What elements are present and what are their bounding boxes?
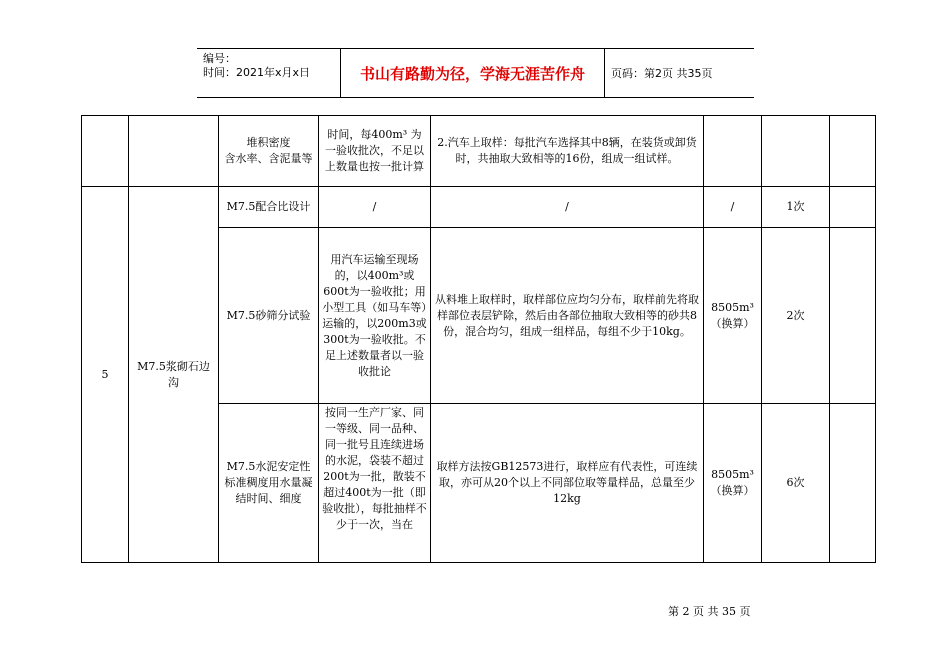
batch-cell: 时间，每400m³ 为一验收批次，不足以上数量也按一批计算 [319, 116, 431, 187]
item-cell: M7.5水泥安定性标准稠度用水量凝结时间、细度 [219, 404, 319, 563]
remark-cell [830, 187, 876, 228]
qty-cell [704, 116, 762, 187]
remark-cell [830, 228, 876, 404]
remark-cell [830, 116, 876, 187]
item-cell: M7.5砂筛分试验 [219, 228, 319, 404]
freq-cell [762, 116, 830, 187]
group-name: M7.5浆砌石边沟 [129, 187, 219, 563]
header-meta [197, 49, 340, 97]
method-cell: 取样方法按GB12573进行，取样应有代表性，可连续取，亦可从20个以上不同部位取等量样品，总量至少12kg [431, 404, 704, 563]
item-cell: M7.5配合比设计 [219, 187, 319, 228]
header-motto: 书山有路勤为径，学海无涯苦作舟 [340, 49, 605, 97]
qty-cell: 8505m³ （换算） [704, 404, 762, 563]
qty-cell: / [704, 187, 762, 228]
freq-cell: 2次 [762, 228, 830, 404]
seq-cell [82, 116, 129, 187]
freq-cell: 6次 [762, 404, 830, 563]
batch-cell: 按同一生产厂家、同一等级、同一品种、同一批号且连续进场的水泥，袋装不超过200t为一批，散装不超过400t为一批（即验收批），每批抽样不少于一次，当在 [319, 404, 431, 563]
group-seq: 5 [82, 187, 129, 563]
time-label: 时间：2021年x月x日 [203, 66, 311, 79]
number-label: 编号： [203, 52, 236, 65]
table-row [82, 116, 876, 187]
batch-cell: / [319, 187, 431, 228]
freq-cell: 1次 [762, 187, 830, 228]
page-header [197, 48, 754, 98]
batch-cell: 用汽车运输至现场的，以400m³或600t为一验收批；用小型工具（如马车等）运输的，以200m3或300t为一验收批。不足上述数量者以一验收批论 [319, 228, 431, 404]
header-page-info: 页码：第2页 共35页 [611, 67, 713, 80]
page-footer: 第 2 页 共 35 页 [668, 605, 751, 618]
qty-cell: 8505m³ （换算） [704, 228, 762, 404]
item-cell: 堆积密度 含水率、含泥量等 [219, 116, 319, 187]
table-row [82, 187, 876, 228]
remark-cell [830, 404, 876, 563]
inspection-table [81, 115, 876, 563]
method-cell: 2.汽车上取样：每批汽车选择其中8辆，在装货或卸货时，共抽取大致相等的16份，组成一组试样。 [431, 116, 704, 187]
method-cell: / [431, 187, 704, 228]
name-cell [129, 116, 219, 187]
method-cell: 从料堆上取样时，取样部位应均匀分布，取样前先将取样部位表层铲除，然后由各部位抽取大致相等的砂共8份，混合均匀，组成一组样品，每组不少于10kg。 [431, 228, 704, 404]
